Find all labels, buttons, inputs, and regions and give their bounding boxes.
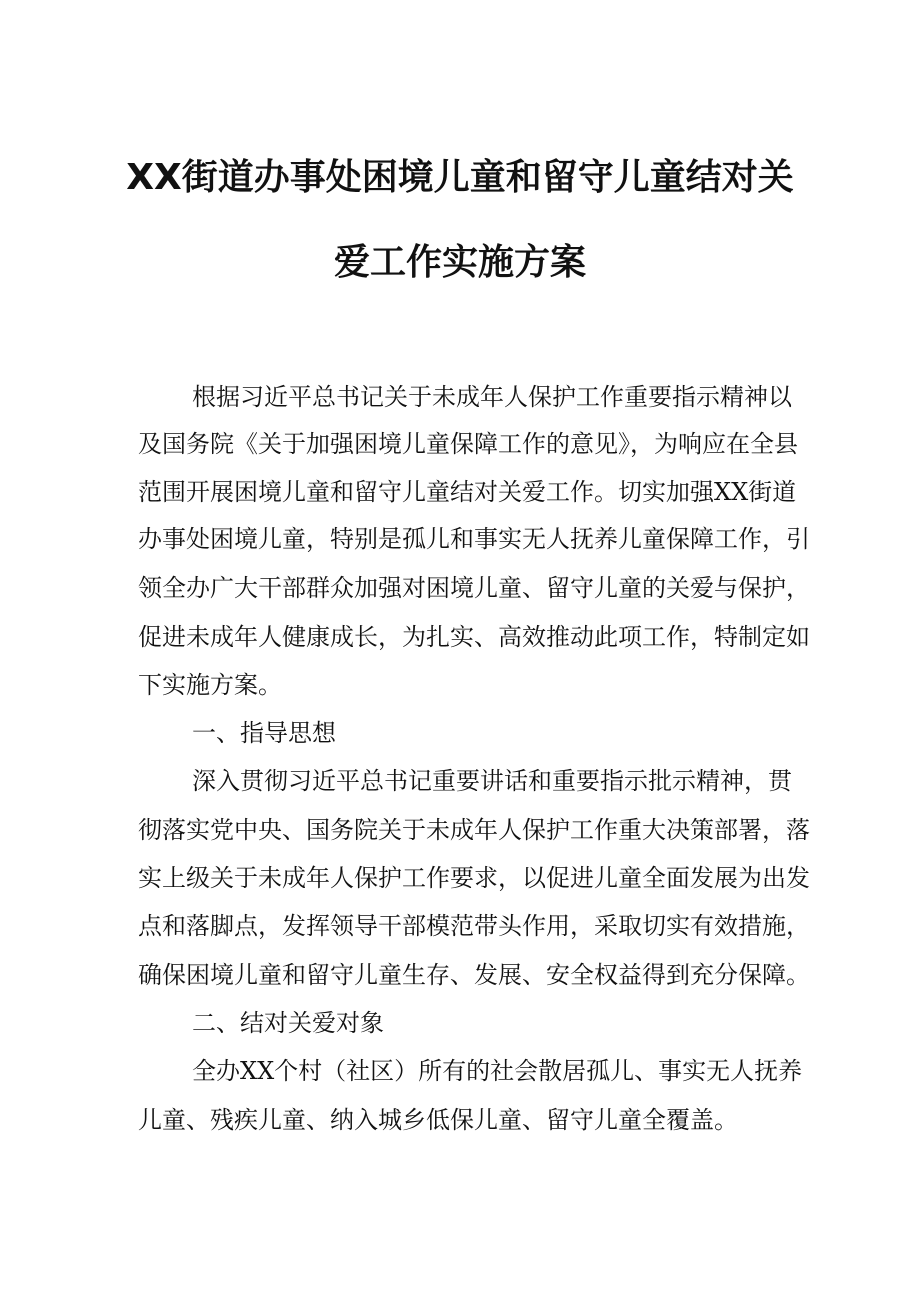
section2-paragraph-line: 儿童、残疾儿童、纳入城乡低保儿童、留守儿童全覆盖。 <box>138 1106 738 1134</box>
intro-paragraph-line: 范围开展困境儿童和留守儿童结对关爱工作。切实加强XX街道 <box>138 478 797 506</box>
section-heading-care-targets: 二、结对关爱对象 <box>192 1009 384 1037</box>
section1-paragraph-line: 彻落实党中央、国务院关于未成年人保护工作重大决策部署，落 <box>138 816 810 844</box>
section2-paragraph-line: 全办XX个村（社区）所有的社会散居孤儿、事实无人抚养 <box>192 1057 803 1085</box>
section1-paragraph-line: 实上级关于未成年人保护工作要求，以促进儿童全面发展为出发 <box>138 864 810 892</box>
intro-paragraph-line: 及国务院《关于加强困境儿童保障工作的意见》，为响应在全县 <box>138 430 798 458</box>
section1-paragraph-line: 深入贯彻习近平总书记重要讲话和重要指示批示精神，贯 <box>192 767 792 795</box>
intro-paragraph-line: 促进未成年人健康成长，为扎实、高效推动此项工作，特制定如 <box>138 623 810 651</box>
intro-paragraph-line: 下实施方案。 <box>138 671 282 699</box>
section1-paragraph-line: 确保困境儿童和留守儿童生存、发展、安全权益得到充分保障。 <box>138 961 810 989</box>
section-heading-guiding-ideology: 一、指导思想 <box>192 719 336 747</box>
intro-paragraph-line: 办事处困境儿童，特别是孤儿和事实无人抚养儿童保障工作，引 <box>138 525 810 553</box>
document-title-line-2: 爱工作实施方案 <box>333 242 586 283</box>
intro-paragraph-line: 根据习近平总书记关于未成年人保护工作重要指示精神以 <box>192 383 792 411</box>
section1-paragraph-line: 点和落脚点，发挥领导干部模范带头作用，采取切实有效措施， <box>138 912 810 940</box>
document-title-line-1: XX街道办事处困境儿童和留守儿童结对关 <box>126 157 794 198</box>
intro-paragraph-line: 领全办广大干部群众加强对困境儿童、留守儿童的关爱与保护， <box>138 574 810 602</box>
